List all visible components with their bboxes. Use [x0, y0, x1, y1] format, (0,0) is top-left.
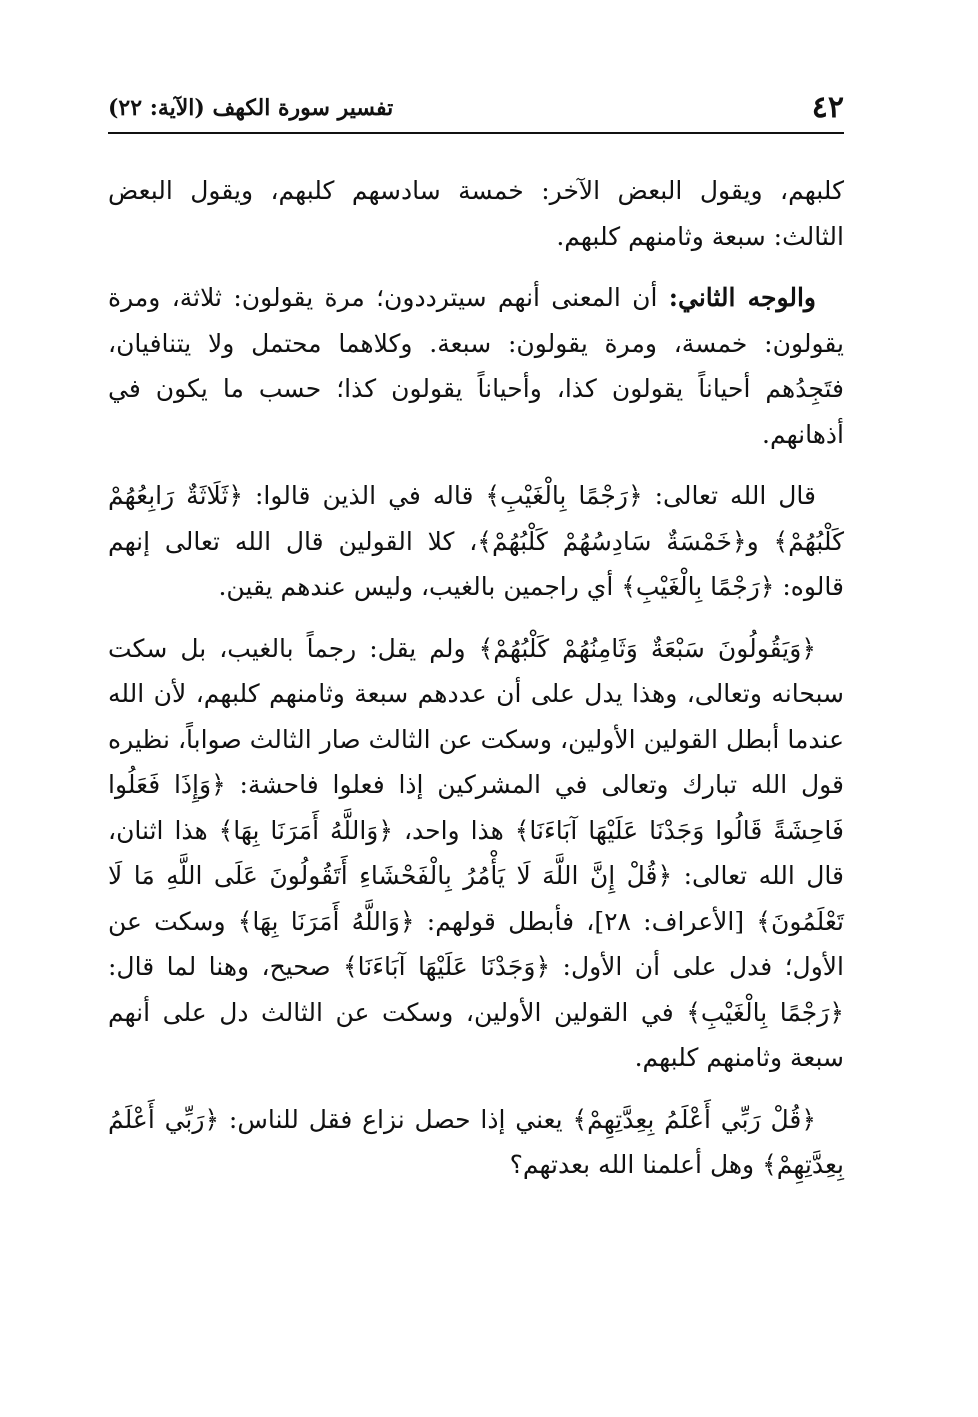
paragraph-2: [108, 275, 844, 457]
header-divider: [108, 132, 844, 134]
page-number: ٤٢: [811, 90, 844, 125]
paragraph-1-text: كلبهم، ويقول البعض الآخر: خمسة سادسهم كلبهم، ويقول البعض الثالث: سبعة وثامنهم كلبهم.: [108, 176, 844, 251]
paragraph-2-lead: والوجه الثاني:: [668, 283, 816, 312]
paragraph-1: [108, 168, 844, 259]
running-title: تفسير سورة الكهف (الآية: ٢٢): [108, 95, 394, 121]
paragraph-4-text: ﴿وَيَقُولُونَ سَبْعَةٌ وَثَامِنُهُمْ كَلْبُهُمْ﴾ ولم يقل: رجماً بالغيب، بل سكت سبحانه وتعالى، وهذا يدل على أن عددهم سبعة وثامنهم كلبهم، لأن الله عندما أبطل القولين الأولين، وسكت عن الثالث صار الثالث صواباً، نظيره قول الله تبارك وتعالى في المشركين إذا فعلوا فاحشة: ﴿وَإِذَا فَعَلُوا فَاحِشَةً قَالُوا وَجَدْنَا عَلَيْهَا آبَاءَنَا﴾ هذا واحد، ﴿وَاللَّهُ أَمَرَنَا بِهَا﴾ هذا اثنان، قال الله تعالى: ﴿قُلْ إِنَّ اللَّهَ لَا يَأْمُرُ بِالْفَحْشَاءِ أَتَقُولُونَ عَلَى اللَّهِ مَا لَا تَعْلَمُونَ﴾ [الأعراف: ٢٨]، فأبطل قولهم: ﴿وَاللَّهُ أَمَرَنَا بِهَا﴾ وسكت عن الأول؛ فدل على أن الأول: ﴿وَجَدْنَا عَلَيْهَا آبَاءَنَا﴾ صحيح، وهنا لما قال: ﴿رَجْمًا بِالْغَيْبِ﴾ في القولين الأولين، وسكت عن الثالث دل على أنهم سبعة وثامنهم كلبهم.: [108, 633, 844, 1072]
running-header: [108, 88, 844, 128]
paragraph-3-text: قال الله تعالى: ﴿رَجْمًا بِالْغَيْبِ﴾ قاله في الذين قالوا: ﴿ثَلَاثَةٌ رَابِعُهُمْ كَلْبُهُمْ﴾ و﴿خَمْسَةٌ سَادِسُهُمْ كَلْبُهُمْ﴾، كلا القولين قال الله تعالى إنهم قالوه: ﴿رَجْمًا بِالْغَيْبِ﴾ أي راجمين بالغيب، وليس عندهم يقين.: [108, 481, 844, 601]
paragraph-4: [108, 626, 844, 1081]
paragraph-3: [108, 473, 844, 610]
body-text: [108, 168, 844, 1204]
paragraph-5: [108, 1097, 844, 1188]
paragraph-5-text: ﴿قُلْ رَبِّي أَعْلَمُ بِعِدَّتِهِمْ﴾ يعني إذا حصل نزاع فقل للناس: ﴿رَبِّي أَعْلَمُ بِعِدَّتِهِمْ﴾ وهل أعلمنا الله بعدتهم؟: [108, 1104, 844, 1179]
paragraph-2-text: أن المعنى أنهم سيترددون؛ مرة يقولون: ثلاثة، ومرة يقولون: خمسة، ومرة يقولون: سبعة. وكلاهما محتمل ولا يتنافيان، فتَجِدُهم أحياناً يقولون كذا، وأحياناً يقولون كذا؛ حسب ما يكون في أذهانهم.: [108, 283, 844, 449]
